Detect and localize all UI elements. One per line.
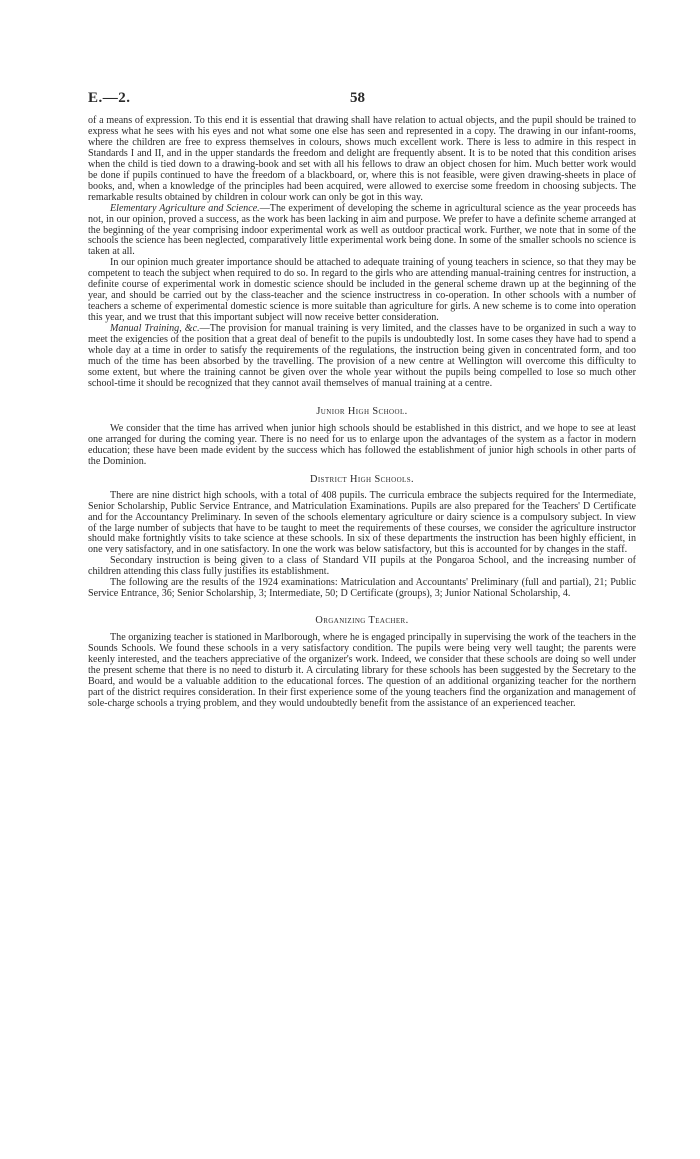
junior-high-paragraph: We consider that the time has arrived when junior high schools should be established in this district, and we hope to see at least one arranged for during the coming year. There is no need for us to enlarge upon the advantages of the system as a factor in modern education; these have been made evident by the success which has followed the establishment of junior high schools in other parts of the Dominion. — [88, 422, 636, 467]
science-training-paragraph: In our opinion much greater importance should be attached to adequate training of young teachers in science, so that they may be competent to teach the subject when required to do so. In regard to the girls who are attending manual-training centres for instruction, a definite course of experimental work in domestic science should be included in the general scheme drawn up at the beginning of the year, and should be carried out by the class-teacher and the science instructress in co-operation. In other schools with a number of teachers a scheme of experimental domestic science is more suitable than agriculture for girls. A new scheme is to come into operation this year, and we trust that this important subject will now receive better consideration. — [88, 257, 636, 324]
manual-training-paragraph — [88, 324, 636, 390]
secondary-instruction-paragraph: Secondary instruction is being given to a class of Standard VII pupils at the Pongaroa School, and the increasing number of children attending this class fully justifies its establishment. — [88, 555, 636, 578]
agriculture-lead: Elementary Agriculture and Science. — [110, 202, 260, 214]
agriculture-paragraph — [88, 204, 636, 259]
organizing-teacher-paragraph: The organizing teacher is stationed in Marlborough, where he is engaged principally in supervising the work of the teachers in the Sounds Schools. We found these schools in a very satisfactory condition. The pupils were being very well taught; the parents were keenly interested, and the teachers appreciative of the organizer's work. Indeed, we consider that these schools are doing so well under the present scheme that there is no need to disturb it. A circulating library for these schools has been suggested by the Secretary to the Board, and would be a valuable addition to the educational forces. The question of an additional organizing teacher for the northern part of the district requires consideration. In their first experience some of the young teachers find the organization and management of sole-charge schools a trying problem, and they would undoubtedly benefit from the assistance of an experienced teacher. — [88, 632, 636, 709]
district-high-paragraph: There are nine district high schools, with a total of 408 pupils. The curricula embrace the subjects required for the Intermediate, Senior Scholarship, Public Service Entrance, and Matriculation Examinations. Pupils are also prepared for the Teachers' D Certificate and for the Accountancy Preliminary. In seven of the schools elementary agriculture or dairy science is a compulsory subject. In view of the large number of subjects that have to be taught to meet the requirements of these courses, we consider the agriculture instructor should make fortnightly visits to take science at these schools. In six of these departments the instruction has been highly efficient, in one very satisfactory, and in one satisfactory. In one the work was below satisfactory, but this is accounted for by changes in the staff. — [88, 489, 636, 556]
district-high-heading: District High Schools. — [309, 473, 414, 485]
agriculture-text: —The experiment of developing the scheme in agricultural science as the year proceeds has not, in our opinion, proved a success, as the work has been lacking in aim and purpose. We prefer to have a definite scheme arranged at the beginning of the year comprising indoor experimental work as well as outdoor practical work. Further, we note that in some of the schools the science has been neglected, comparatively little experimental work being done. In some of the smaller schools no science is taken at all. — [88, 202, 636, 258]
manual-training-text: —The provision for manual training is very limited, and the classes have to be organized in such a way to meet the exigencies of the position that a great deal of benefit to the pupils is undoubtedly lost. In some cases they have had to spend a whole day at a time in order to satisfy the requirements of the regulations, the instruction being given in concentrated form, and too much of the time has been absorbed by the travelling. The provision of a new centre at Wellington will overcome this difficulty to some extent, but where the training cannot be given over the whole year without the pupils being compelled to lose so much other school-time it should be recognized that they cannot avail themselves of manual training at a centre. — [88, 323, 636, 389]
examination-results-paragraph: The following are the results of the 1924 examinations: Matriculation and Accountants' Preliminary (full and partial), 21; Public Service Entrance, 36; Senior Scholarship, 3; Intermediate, 50; D Certificate (groups), 3; Junior National Scholarship, 4. — [88, 577, 636, 600]
junior-high-heading: Junior High School. — [316, 405, 408, 417]
drawing-paragraph: of a means of expression. To this end it is essential that drawing shall have relation to actual objects, and the pupil should be trained to express what he sees with his eyes and not what some one else has seen and represented in a copy. The drawing in our infant-rooms, where the children are free to express themselves in colours, shows much excellent work. There is less to admire in this respect in Standards I and II, and in the upper standards the freedom and delight are frequently absent. It is to be noted that this condition arises when the child is tied down to a drawing-book and set with all his fellows to draw an object chosen for him. Much better work would be done if pupils continued to have the freedom of a blackboard, or, where this is not feasible, were given drawing-sheets in place of books, and, when a knowledge of the principles had been acquired, were allowed to exercise some freedom in choosing subjects. The remarkable results obtained by children in colour work can only be got in this way. — [88, 115, 636, 203]
running-header — [88, 90, 636, 116]
manual-training-lead: Manual Training, &c. — [110, 323, 200, 335]
document-page — [88, 90, 636, 710]
organizing-teacher-heading: Organizing Teacher. — [315, 615, 409, 627]
document-reference: E.—2. — [88, 90, 131, 106]
page-number: 58 — [350, 90, 365, 106]
